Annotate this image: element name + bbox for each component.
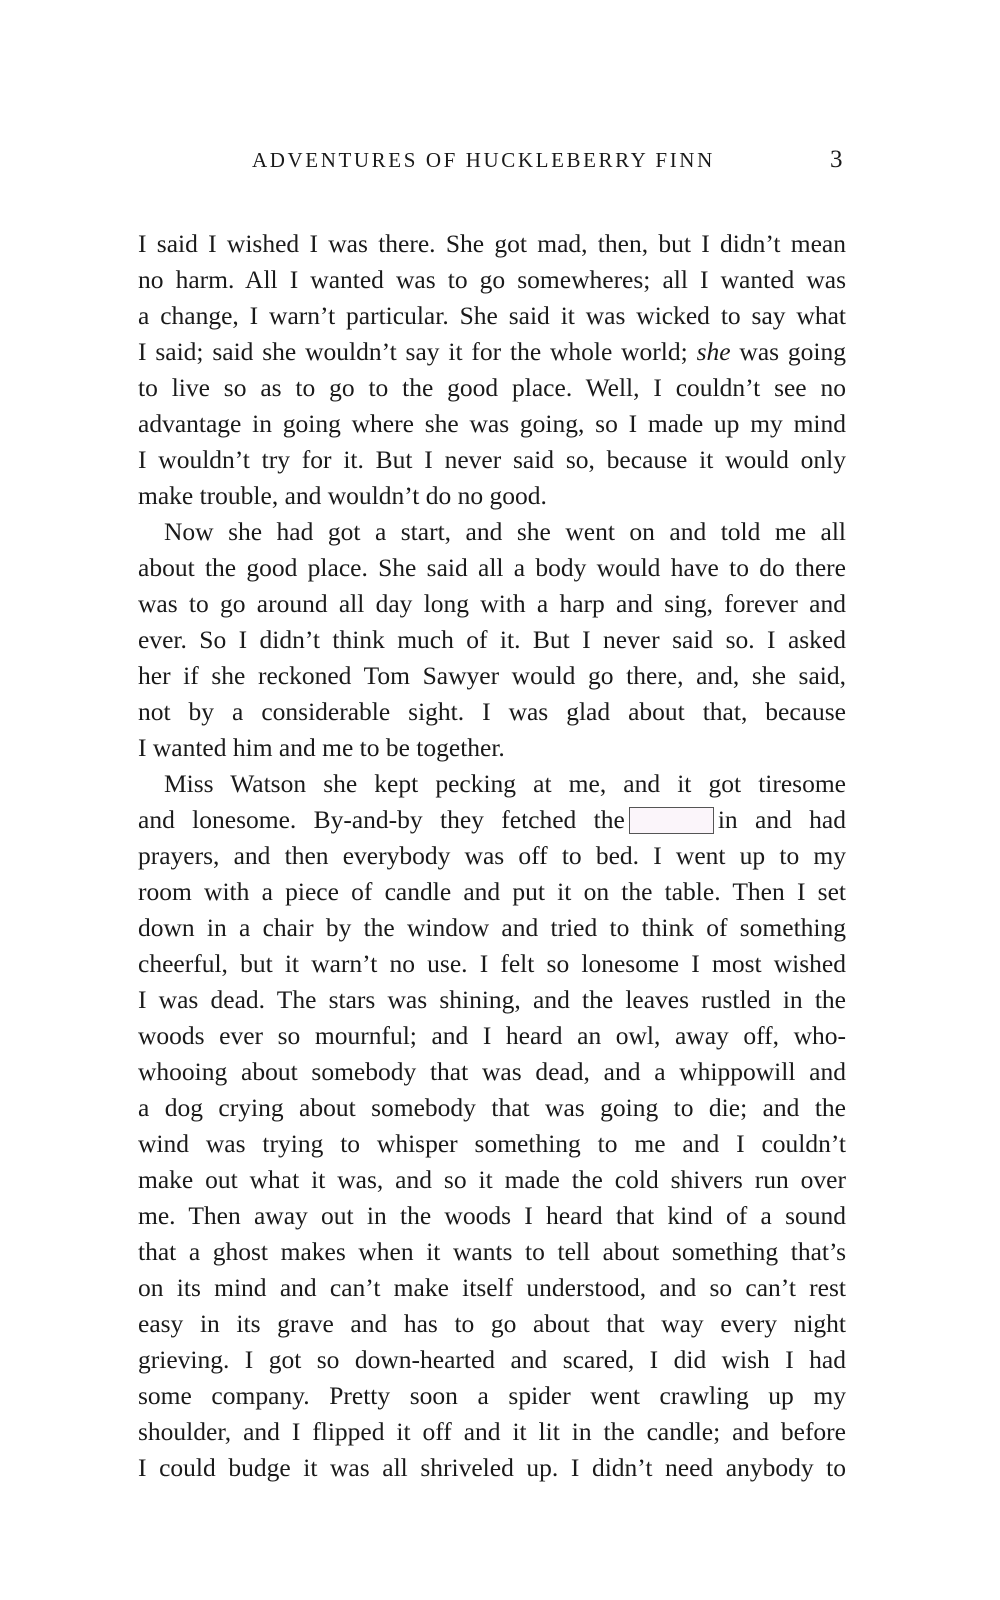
text-line: I said; said she wouldn’t say it for the whole world; she was going (138, 337, 846, 366)
paragraph-1 (138, 226, 846, 514)
text-line: and lonesome. By-and-by they fetched the in and had (138, 805, 846, 834)
text-line: I wouldn’t try for it. But I never said so, because it would only (138, 445, 846, 474)
text-line: I said I wished I was there. She got mad, then, but I didn’t mean (138, 229, 846, 258)
paragraph-2 (138, 514, 846, 766)
text-line: I could budge it was all shriveled up. I didn’t need anybody to (138, 1453, 846, 1482)
redacted-word-box (629, 807, 714, 834)
text-line: Now she had got a start, and she went on and told me all (164, 517, 846, 546)
running-title: ADVENTURES OF HUCKLEBERRY FINN (252, 148, 715, 172)
text-line: some company. Pretty soon a spider went crawling up my (138, 1381, 846, 1410)
running-head (0, 145, 1000, 175)
text-line: her if she reckoned Tom Sawyer would go there, and, she said, (138, 661, 846, 690)
text-line: a dog crying about somebody that was going to die; and the (138, 1093, 846, 1122)
text-line: make trouble, and wouldn’t do no good. (138, 481, 547, 510)
text-line: ever. So I didn’t think much of it. But I never said so. I asked (138, 625, 846, 654)
text-line: down in a chair by the window and tried to think of something (138, 913, 846, 942)
text-line: a change, I warn’t particular. She said it was wicked to say what (138, 301, 846, 330)
paragraph-3 (138, 766, 846, 1486)
text-line: wind was trying to whisper something to me and I couldn’t (138, 1129, 846, 1158)
text-line: prayers, and then everybody was off to bed. I went up to my (138, 841, 846, 870)
text-line: I wanted him and me to be together. (138, 733, 505, 762)
text-line: on its mind and can’t make itself understood, and so can’t rest (138, 1273, 846, 1302)
text-line: about the good place. She said all a body would have to do there (138, 553, 846, 582)
text-line: me. Then away out in the woods I heard that kind of a sound (138, 1201, 846, 1230)
italic-emphasis: she (696, 337, 731, 366)
text-line: shoulder, and I flipped it off and it lit in the candle; and before (138, 1417, 846, 1446)
text-line: cheerful, but it warn’t no use. I felt so lonesome I most wished (138, 949, 846, 978)
text-line: that a ghost makes when it wants to tell about something that’s (138, 1237, 846, 1266)
text-line: I was dead. The stars was shining, and the leaves rustled in the (138, 985, 846, 1014)
text-line: make out what it was, and so it made the cold shivers run over (138, 1165, 846, 1194)
text-line: whooing about somebody that was dead, and a whippowill and (138, 1057, 846, 1086)
text-line: woods ever so mournful; and I heard an owl, away off, who- (138, 1021, 846, 1050)
text-line: grieving. I got so down-hearted and scared, I did wish I had (138, 1345, 846, 1374)
text-line: advantage in going where she was going, so I made up my mind (138, 409, 846, 438)
text-line: Miss Watson she kept pecking at me, and it got tiresome (164, 769, 846, 798)
text-line: was to go around all day long with a harp and sing, forever and (138, 589, 846, 618)
text-line: no harm. All I wanted was to go somewheres; all I wanted was (138, 265, 846, 294)
body-text (138, 226, 846, 1486)
text-line: not by a considerable sight. I was glad about that, because (138, 697, 846, 726)
page-number: 3 (830, 146, 843, 173)
text-line: to live so as to go to the good place. Well, I couldn’t see no (138, 373, 846, 402)
text-line: room with a piece of candle and put it on the table. Then I set (138, 877, 846, 906)
text-line: easy in its grave and has to go about that way every night (138, 1309, 846, 1338)
